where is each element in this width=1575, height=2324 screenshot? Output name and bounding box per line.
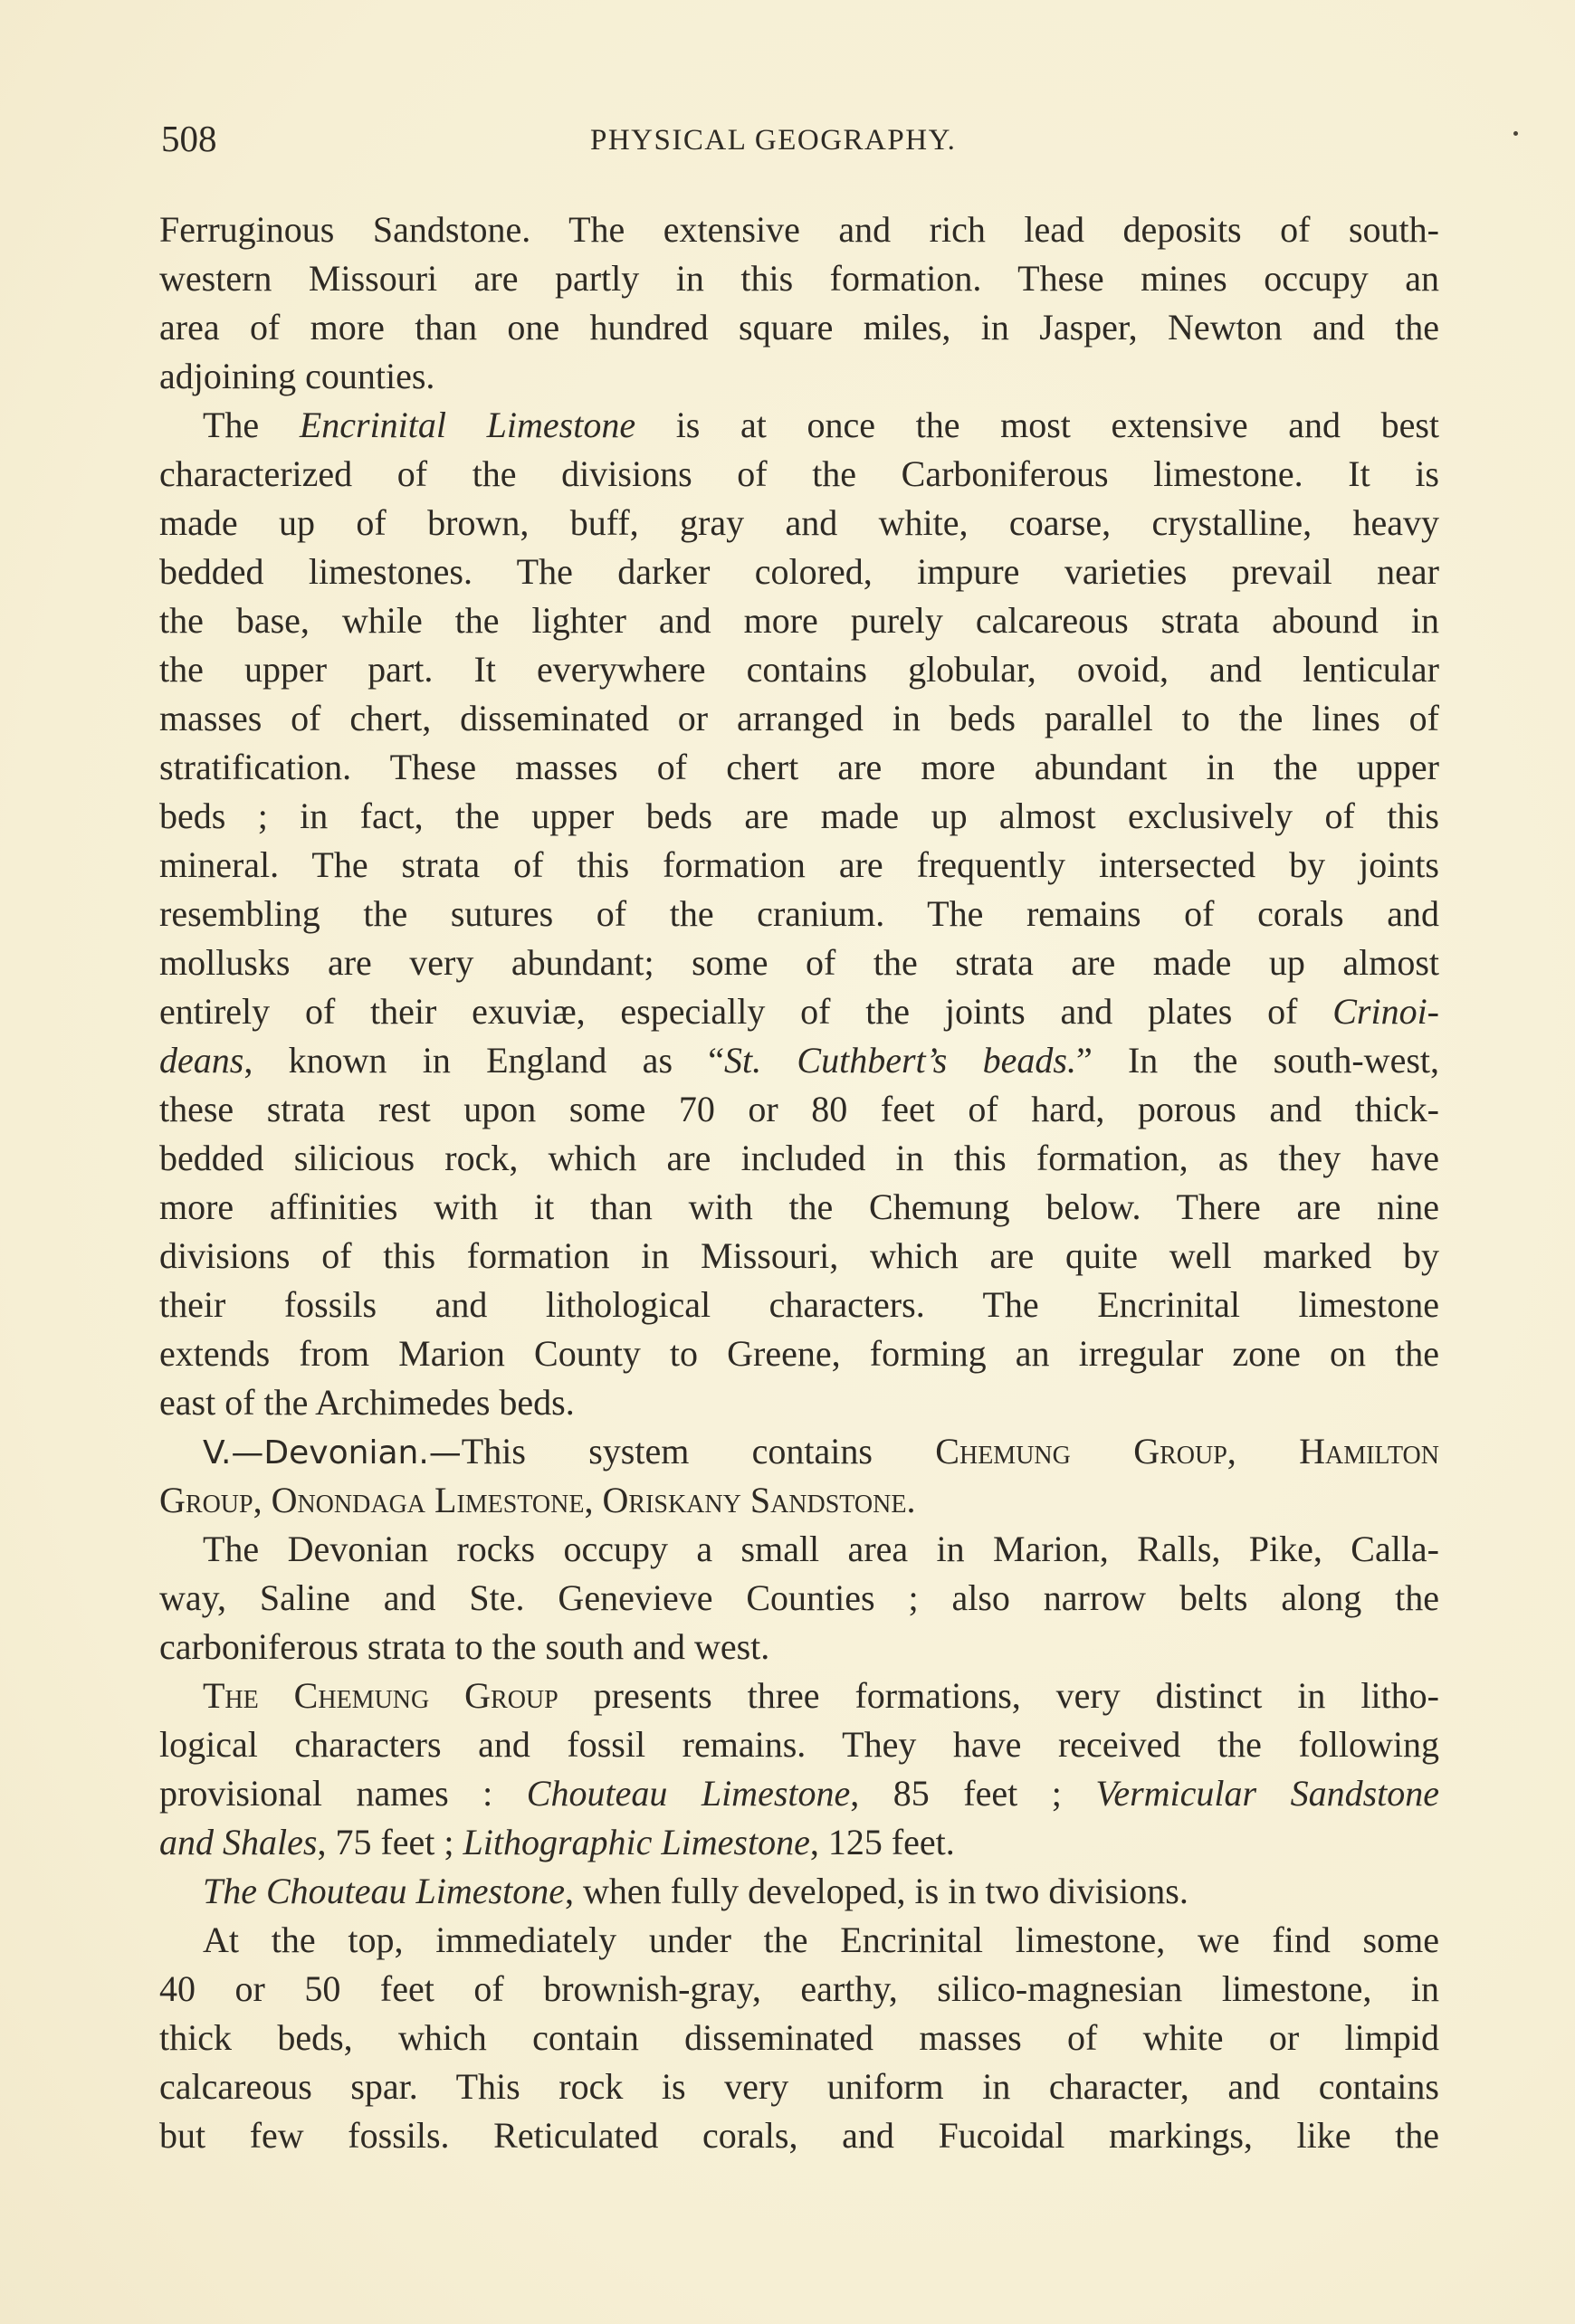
text-line <box>159 792 1439 841</box>
text-run: masses of chert, disseminated or arranged in beds parallel to the lines of <box>159 698 1439 738</box>
text-run: extends from Marion County to Greene, forming an irregular zone on the <box>159 1333 1439 1374</box>
text-run: is at once the most extensive and best <box>635 405 1439 445</box>
text-line <box>159 1720 1439 1769</box>
text-run: their fossils and lithological characters. The Encrinital limestone <box>159 1284 1439 1325</box>
text-run: carboniferous strata to the south and west. <box>159 1626 770 1667</box>
italic-text: Vermicular Sandstone <box>1095 1773 1440 1814</box>
italic-text: St. Cuthbert’s beads. <box>724 1040 1076 1081</box>
page-number: 508 <box>161 118 217 159</box>
italic-text: Encrinital Limestone <box>299 405 636 445</box>
body-text <box>159 205 1439 2160</box>
small-caps-text: Group, Onondaga Limestone, Oriskany Sandstone. <box>159 1480 916 1520</box>
text-run: way, Saline and Ste. Genevieve Counties ; also narrow belts along the <box>159 1577 1439 1618</box>
small-caps-text: Chemung Group, Hamilton <box>935 1431 1439 1472</box>
text-run: mineral. The strata of this formation are frequently intersected by joints <box>159 844 1439 885</box>
text-run: more affinities with it than with the Chemung below. There are nine <box>159 1186 1439 1227</box>
italic-text: Chouteau Limestone <box>526 1773 851 1814</box>
text-run: At the top, immediately under the Encrinital limestone, we find some <box>203 1919 1439 1960</box>
text-run: east of the Archimedes beds. <box>159 1382 575 1423</box>
text-line <box>159 1525 1439 1574</box>
text-run: mollusks are very abundant; some of the strata are made up almost <box>159 942 1439 983</box>
text-line <box>159 1623 1439 1672</box>
text-line <box>159 1134 1439 1183</box>
text-run: stratification. These masses of chert are more abundant in the upper <box>159 747 1439 787</box>
running-title: PHYSICAL GEOGRAPHY. <box>590 124 957 157</box>
text-line <box>159 1085 1439 1134</box>
text-run: the base, while the lighter and more purely calcareous strata abound in <box>159 600 1439 641</box>
text-run: The <box>203 405 300 445</box>
text-run: provisional names : <box>159 1773 527 1814</box>
text-run: This system contains <box>461 1431 936 1472</box>
text-line <box>159 1427 1439 1476</box>
print-speck <box>1513 131 1518 136</box>
text-line <box>159 1867 1439 1916</box>
text-run: , when fully developed, is in two divisions. <box>564 1871 1188 1911</box>
text-line <box>159 938 1439 987</box>
text-run: western Missouri are partly in this formation. These mines occupy an <box>159 258 1439 299</box>
italic-text: Crinoi- <box>1332 991 1439 1032</box>
text-line <box>159 303 1439 352</box>
text-line <box>159 1329 1439 1378</box>
section-heading: V.—Devonian.— <box>203 1434 462 1472</box>
text-line <box>159 548 1439 596</box>
text-run: but few fossils. Reticulated corals, and Fucoidal markings, like the <box>159 2115 1439 2156</box>
text-line <box>159 2111 1439 2160</box>
text-line <box>159 596 1439 645</box>
text-run: presents three formations, very distinct in litho- <box>558 1675 1439 1716</box>
text-run: thick beds, which contain disseminated masses of white or limpid <box>159 2017 1439 2058</box>
text-line <box>159 1281 1439 1329</box>
text-line <box>159 499 1439 548</box>
small-caps-text: The Chemung Group <box>203 1675 558 1716</box>
text-line <box>159 1232 1439 1281</box>
text-run: beds ; in fact, the upper beds are made up almost exclusively of this <box>159 795 1439 836</box>
text-run: bedded limestones. The darker colored, impure varieties prevail near <box>159 551 1439 592</box>
text-line <box>159 205 1439 254</box>
text-run: , 85 feet ; <box>850 1773 1096 1814</box>
text-line <box>159 450 1439 499</box>
text-line <box>159 2014 1439 2062</box>
text-line <box>159 890 1439 938</box>
text-run: calcareous spar. This rock is very uniform in character, and contains <box>159 2066 1439 2107</box>
text-run: resembling the sutures of the cranium. The remains of corals and <box>159 893 1439 934</box>
text-line <box>159 1476 1439 1525</box>
running-head <box>159 116 1439 161</box>
text-line <box>159 254 1439 303</box>
text-line <box>159 694 1439 743</box>
text-line <box>159 1378 1439 1427</box>
text-line <box>159 1574 1439 1623</box>
text-line <box>159 1769 1439 1818</box>
text-line <box>159 1183 1439 1232</box>
italic-text: Lithographic Limestone <box>463 1822 810 1862</box>
text-run: these strata rest upon some 70 or 80 feet of hard, porous and thick- <box>159 1089 1439 1129</box>
text-run: characterized of the divisions of the Carboniferous limestone. It is <box>159 453 1439 494</box>
italic-text: deans <box>159 1040 244 1081</box>
text-line <box>159 1916 1439 1965</box>
text-line <box>159 1036 1439 1085</box>
text-run: bedded silicious rock, which are included in this formation, as they have <box>159 1138 1439 1178</box>
text-line <box>159 1965 1439 2014</box>
text-run: ” In the south-west, <box>1075 1040 1440 1081</box>
text-run: made up of brown, buff, gray and white, coarse, crystalline, heavy <box>159 502 1439 543</box>
text-line <box>159 841 1439 890</box>
text-run: The Devonian rocks occupy a small area in Marion, Ralls, Pike, Calla- <box>203 1529 1439 1569</box>
text-line <box>159 645 1439 694</box>
text-run: , 125 feet. <box>809 1822 955 1862</box>
text-run: logical characters and fossil remains. They have received the following <box>159 1724 1439 1765</box>
text-run: adjoining counties. <box>159 356 435 396</box>
text-line <box>159 2062 1439 2111</box>
text-run: divisions of this formation in Missouri, which are quite well marked by <box>159 1235 1439 1276</box>
text-run: , 75 feet ; <box>317 1822 463 1862</box>
text-run: area of more than one hundred square miles, in Jasper, Newton and the <box>159 307 1439 348</box>
text-line <box>159 1818 1439 1867</box>
italic-text: and Shales <box>159 1822 318 1862</box>
text-run: Ferruginous Sandstone. The extensive and rich lead deposits of south- <box>159 209 1439 250</box>
text-run: the upper part. It everywhere contains globular, ovoid, and lenticular <box>159 649 1439 690</box>
text-line <box>159 743 1439 792</box>
text-line <box>159 987 1439 1036</box>
text-line <box>159 1672 1439 1720</box>
text-run: , known in England as “ <box>243 1040 725 1081</box>
text-run: entirely of their exuviæ, especially of the joints and plates of <box>159 991 1333 1032</box>
text-line <box>159 352 1439 401</box>
italic-text: The Chouteau Limestone <box>203 1871 565 1911</box>
text-run: 40 or 50 feet of brownish-gray, earthy, silico-magnesian limestone, in <box>159 1968 1439 2009</box>
text-line <box>159 401 1439 450</box>
